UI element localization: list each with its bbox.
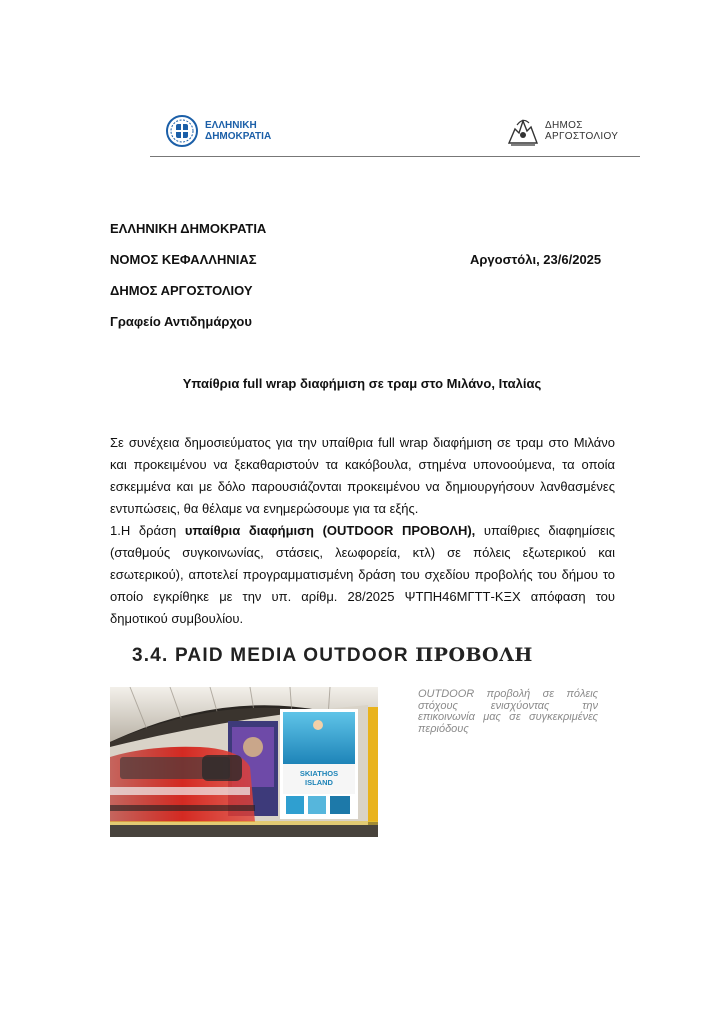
paragraph-prefix: 1.Η δράση bbox=[110, 523, 185, 538]
section-title-latin: 3.4. PAID MEDIA OUTDOOR bbox=[132, 645, 416, 666]
poster-text-line-1: SKIATHOS bbox=[299, 769, 339, 778]
logo-text-line: ΔΗΜΟΣ bbox=[545, 120, 583, 131]
poster-text-line-2: ISLAND bbox=[305, 778, 333, 787]
logo-text-line: ΔΗΜΟΚΡΑΤΙΑ bbox=[205, 131, 272, 142]
municipality-emblem-icon bbox=[505, 115, 541, 147]
logo-text-line: ΑΡΓΟΣΤΟΛΙΟΥ bbox=[545, 131, 619, 142]
paragraph-rest: υπαίθριες διαφημίσεις (σταθμούς συγκοινωνίας, στάσεις, λεωφορεία, κτλ) σε πόλεις εξωτερικού και εσωτερικού), αποτελεί προγραμματισμένη δράση του σχεδίου προβολής του δήμου το οποίο εγκρίθηκε με την υπ. αρίθμ. 28/2025 ΨΤΠΗ46ΜΓΤΤ-ΚΞΧ απόφαση του δημοτικού συμβουλίου. bbox=[110, 523, 615, 626]
paragraph-point-1 bbox=[110, 520, 615, 630]
address-line-office: Γραφείο Αντιδημάρχου bbox=[110, 314, 252, 329]
document-subject: Υπαίθρια full wrap διαφήμιση σε τραμ στο Μιλάνο, Ιταλίας bbox=[182, 376, 542, 391]
section-title bbox=[132, 644, 533, 667]
metro-station-photo bbox=[110, 687, 378, 837]
greek-emblem-icon bbox=[165, 114, 199, 148]
address-line-municipality: ΔΗΜΟΣ ΑΡΓΟΣΤΟΛΙΟΥ bbox=[110, 283, 253, 298]
municipality-logo-text bbox=[545, 120, 618, 142]
logo-text-line: ΕΛΛΗΝΙΚΗ bbox=[205, 120, 257, 131]
address-line-country: ΕΛΛΗΝΙΚΗ ΔΗΜΟΚΡΑΤΙΑ bbox=[110, 221, 267, 236]
document-date: Αργοστόλι, 23/6/2025 bbox=[470, 252, 602, 267]
hellenic-logo-text bbox=[205, 120, 271, 142]
municipality-logo bbox=[505, 115, 618, 147]
paragraph-intro: Σε συνέχεια δημοσιεύματος για την υπαίθρια full wrap διαφήμιση σε τραμ στο Μιλάνο και προκειμένου να ξεκαθαριστούν τα κακόβουλα, στημένα υπονοούμενα, τα οποία εσκεμμένα και με δόλο παρουσιάζονται προκειμένου να δημιουργήσουν λανθασμένες εντυπώσεις, θα θέλαμε να ενημερώσουμε για τα εξής. bbox=[110, 435, 615, 516]
header-divider bbox=[150, 156, 640, 157]
paragraph-bold-phrase: υπαίθρια διαφήμιση (OUTDOOR ΠΡΟΒΟΛΗ), bbox=[184, 523, 476, 538]
address-line-prefecture: ΝΟΜΟΣ ΚΕΦΑΛΛΗΝΙΑΣ bbox=[110, 252, 257, 267]
photo-caption: OUTDOOR προβολή σε πόλεις στόχους ενισχύοντας την επικοινωνία μας σε συγκεκριμένες περιόδους bbox=[418, 688, 598, 735]
hellenic-republic-logo bbox=[165, 114, 271, 148]
section-title-greek: ΠΡΟΒΟΛΗ bbox=[415, 644, 533, 666]
